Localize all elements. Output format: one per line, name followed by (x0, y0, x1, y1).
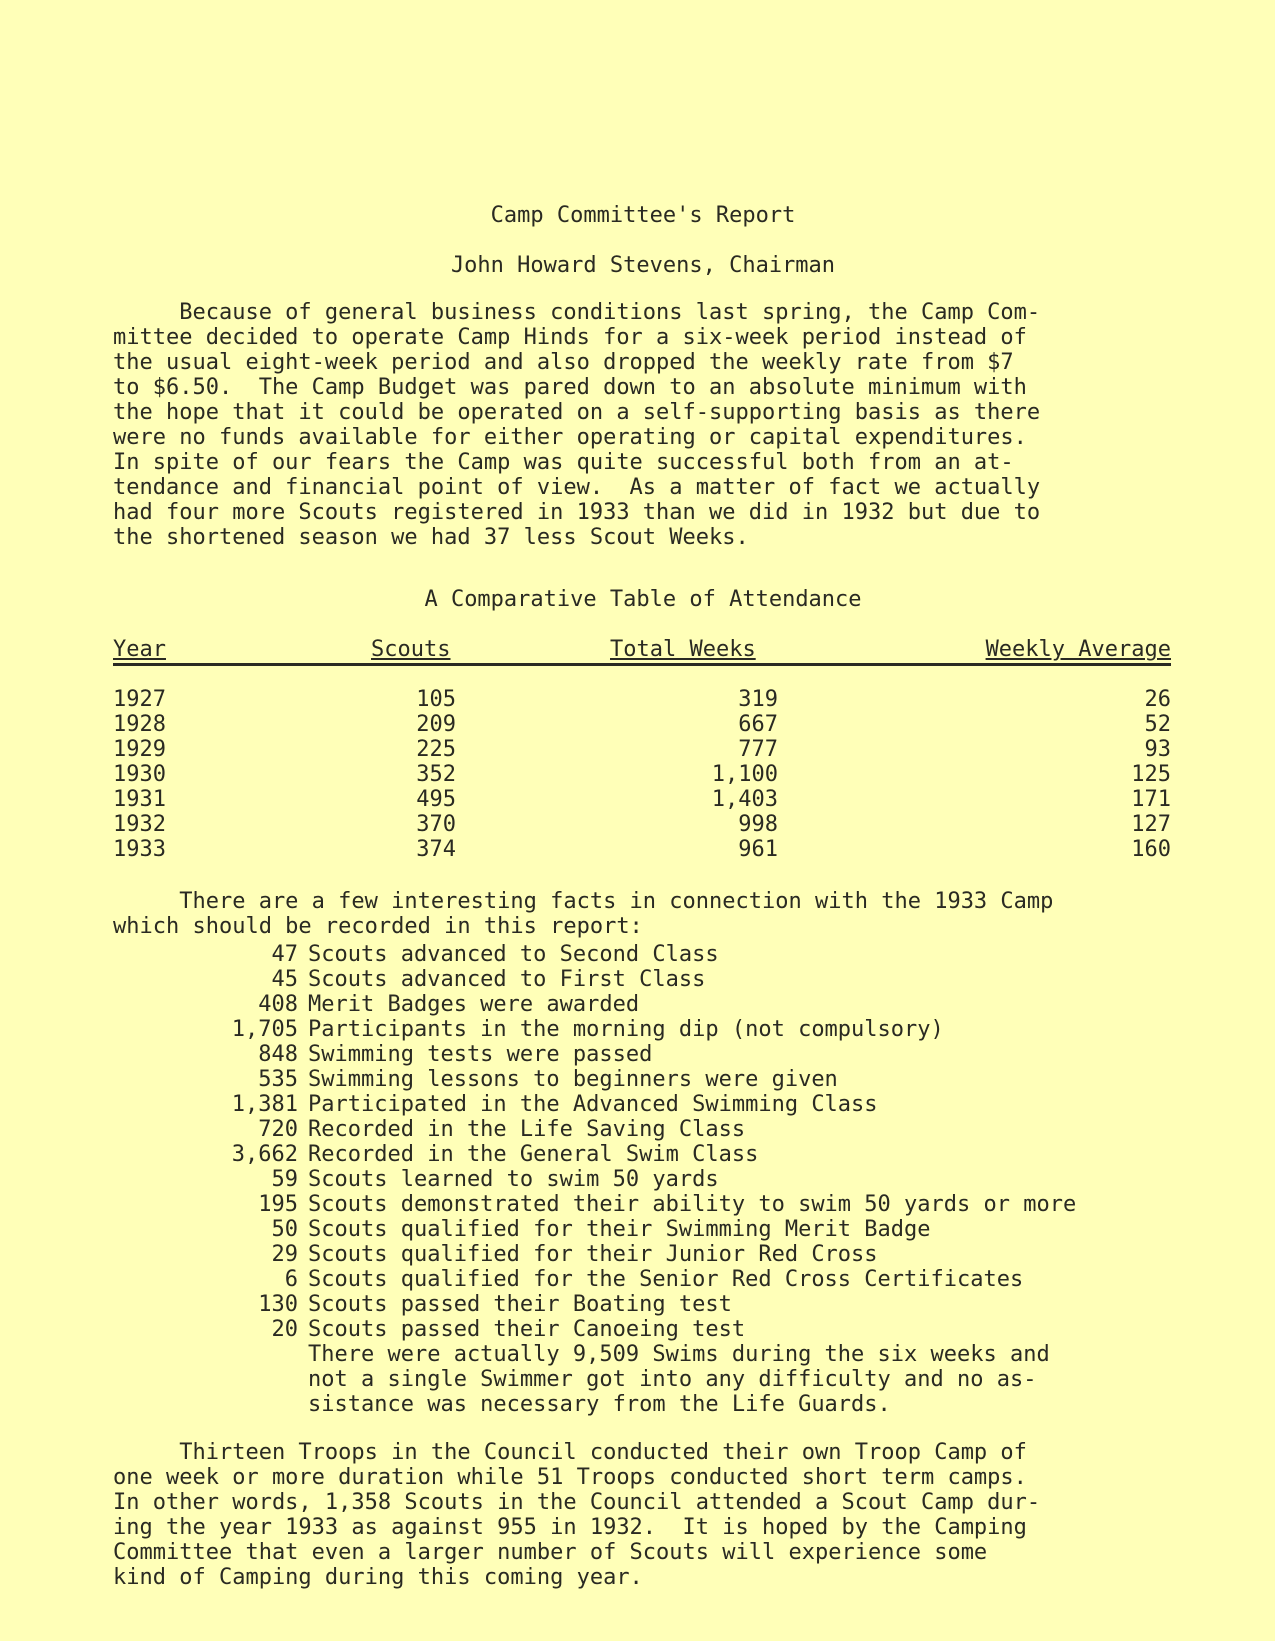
table-row (113, 687, 1171, 712)
fact-number: 3,662 (231, 1142, 298, 1167)
cell-total-weeks: 998 (738, 812, 778, 837)
cell-year: 1929 (113, 737, 166, 762)
fact-text: Scouts qualified for their Swimming Merit Badge (308, 1217, 931, 1242)
text-line: Thirteen Troops in the Council conducted their own Troop Camp of (113, 1440, 1027, 1465)
facts-intro-paragraph (113, 889, 1193, 939)
fact-number: 130 (258, 1292, 298, 1317)
fact-text: Participants in the morning dip (not compulsory) (308, 1017, 944, 1042)
text-line: the usual eight-week period and also dropped the weekly rate from $7 (113, 350, 1014, 375)
cell-year: 1928 (113, 712, 166, 737)
list-item (113, 1042, 1193, 1067)
table-caption: A Comparative Table of Attendance (424, 587, 862, 612)
text-line: In spite of our fears the Camp was quite successful both from an at- (113, 450, 1014, 475)
text-line: ing the year 1933 as against 955 in 1932. It is hoped by the Camping (113, 1515, 1027, 1540)
list-item (113, 1142, 1193, 1167)
text-line: mittee decided to operate Camp Hinds for a six-week period instead of (113, 325, 1027, 350)
text-line: tendance and financial point of view. As a matter of fact we actually (113, 475, 1041, 500)
text-line: There are a few interesting facts in connection with the 1933 Camp (113, 889, 1054, 914)
report-title: Camp Committee's Report (490, 203, 796, 228)
text-line: one week or more duration while 51 Troops conducted short term camps. (113, 1465, 1027, 1490)
list-item (113, 942, 1193, 967)
list-item (113, 1017, 1193, 1042)
list-item (113, 1192, 1193, 1217)
note-text: not a single Swimmer got into any difficulty and no as- (308, 1367, 1037, 1392)
table-row (113, 737, 1171, 762)
text-line: the hope that it could be operated on a self-supporting basis as there (113, 400, 1041, 425)
table-row (113, 787, 1171, 812)
fact-number: 1,705 (231, 1017, 298, 1042)
text-line: to $6.50. The Camp Budget was pared down to an absolute minimum with (113, 375, 1027, 400)
fact-text: Swimming lessons to beginners were given (308, 1067, 838, 1092)
cell-total-weeks: 777 (738, 737, 778, 762)
list-item (113, 1242, 1193, 1267)
cell-weekly-average: 93 (1144, 737, 1171, 762)
list-item (113, 1292, 1193, 1317)
fact-text: Swimming tests were passed (308, 1042, 653, 1067)
fact-text: Participated in the Advanced Swimming Class (308, 1092, 878, 1117)
list-item (113, 1117, 1193, 1142)
cell-total-weeks: 319 (738, 687, 778, 712)
cell-weekly-average: 52 (1144, 712, 1171, 737)
fact-text: Scouts demonstrated their ability to swim 50 yards or more (308, 1192, 1077, 1217)
cell-year: 1933 (113, 837, 166, 862)
note-text: There were actually 9,509 Swims during the six weeks and (308, 1342, 1050, 1367)
text-line: Committee that even a larger number of Scouts will experience some (113, 1540, 988, 1565)
cell-total-weeks: 1,403 (711, 787, 778, 812)
table-row (113, 762, 1171, 787)
fact-text: Scouts advanced to Second Class (308, 942, 719, 967)
fact-text: Scouts passed their Canoeing test (308, 1317, 746, 1342)
note-text: sistance was necessary from the Life Guards. (308, 1392, 891, 1417)
cell-scouts: 370 (416, 812, 456, 837)
cell-weekly-average: 26 (1144, 687, 1171, 712)
swims-note-line (113, 1367, 1193, 1392)
fact-number: 535 (258, 1067, 298, 1092)
cell-scouts: 209 (416, 712, 456, 737)
fact-text: Scouts passed their Boating test (308, 1292, 732, 1317)
cell-scouts: 352 (416, 762, 456, 787)
cell-weekly-average: 127 (1131, 812, 1171, 837)
column-header-year: Year (113, 637, 166, 662)
fact-number: 6 (284, 1267, 298, 1292)
closing-paragraph (113, 1440, 1193, 1590)
cell-total-weeks: 1,100 (711, 762, 778, 787)
fact-text: Recorded in the General Swim Class (308, 1142, 759, 1167)
cell-weekly-average: 171 (1131, 787, 1171, 812)
list-item (113, 992, 1193, 1017)
fact-text: Merit Badges were awarded (308, 992, 640, 1017)
fact-number: 195 (258, 1192, 298, 1217)
list-item (113, 1092, 1193, 1117)
report-subtitle: John Howard Stevens, Chairman (450, 253, 836, 278)
cell-scouts: 105 (416, 687, 456, 712)
fact-number: 45 (271, 967, 298, 992)
text-line: kind of Camping during this coming year. (113, 1565, 643, 1590)
cell-weekly-average: 160 (1131, 837, 1171, 862)
intro-paragraph (113, 300, 1193, 550)
table-row (113, 837, 1171, 862)
list-item (113, 1267, 1193, 1292)
text-line: Because of general business conditions last spring, the Camp Com- (113, 300, 1041, 325)
cell-scouts: 225 (416, 737, 456, 762)
cell-year: 1932 (113, 812, 166, 837)
column-header-total-weeks: Total Weeks (610, 637, 756, 662)
fact-number: 1,381 (231, 1092, 298, 1117)
column-header-weekly-average: Weekly Average (985, 637, 1171, 662)
cell-year: 1927 (113, 687, 166, 712)
text-line: In other words, 1,358 Scouts in the Council attended a Scout Camp dur- (113, 1490, 1041, 1515)
text-line: which should be recorded in this report: (113, 914, 643, 939)
cell-year: 1931 (113, 787, 166, 812)
swims-note-line (113, 1392, 1193, 1417)
list-item (113, 1067, 1193, 1092)
cell-total-weeks: 667 (738, 712, 778, 737)
table-row (113, 712, 1171, 737)
cell-scouts: 374 (416, 837, 456, 862)
list-item (113, 1167, 1193, 1192)
cell-total-weeks: 961 (738, 837, 778, 862)
list-item (113, 1317, 1193, 1342)
fact-number: 47 (271, 942, 298, 967)
fact-number: 59 (271, 1167, 298, 1192)
table-row (113, 812, 1171, 837)
list-item (113, 967, 1193, 992)
fact-text: Scouts learned to swim 50 yards (308, 1167, 719, 1192)
fact-number: 408 (258, 992, 298, 1017)
text-line: were no funds available for either operating or capital expenditures. (113, 425, 1027, 450)
text-line: the shortened season we had 37 less Scout Weeks. (113, 525, 749, 550)
list-item (113, 1217, 1193, 1242)
fact-number: 720 (258, 1117, 298, 1142)
cell-year: 1930 (113, 762, 166, 787)
column-header-scouts: Scouts (371, 637, 451, 662)
facts-list (113, 942, 1193, 1417)
swims-note-line (113, 1342, 1193, 1367)
fact-number: 50 (271, 1217, 298, 1242)
fact-number: 20 (271, 1317, 298, 1342)
cell-scouts: 495 (416, 787, 456, 812)
cell-weekly-average: 125 (1131, 762, 1171, 787)
text-line: had four more Scouts registered in 1933 than we did in 1932 but due to (113, 500, 1041, 525)
fact-text: Scouts qualified for their Junior Red Cross (308, 1242, 878, 1267)
fact-text: Scouts qualified for the Senior Red Cross Certificates (308, 1267, 1024, 1292)
attendance-table-body (113, 687, 1171, 862)
fact-text: Scouts advanced to First Class (308, 967, 706, 992)
fact-text: Recorded in the Life Saving Class (308, 1117, 746, 1142)
attendance-table-header (113, 637, 1171, 666)
fact-number: 29 (271, 1242, 298, 1267)
fact-number: 848 (258, 1042, 298, 1067)
